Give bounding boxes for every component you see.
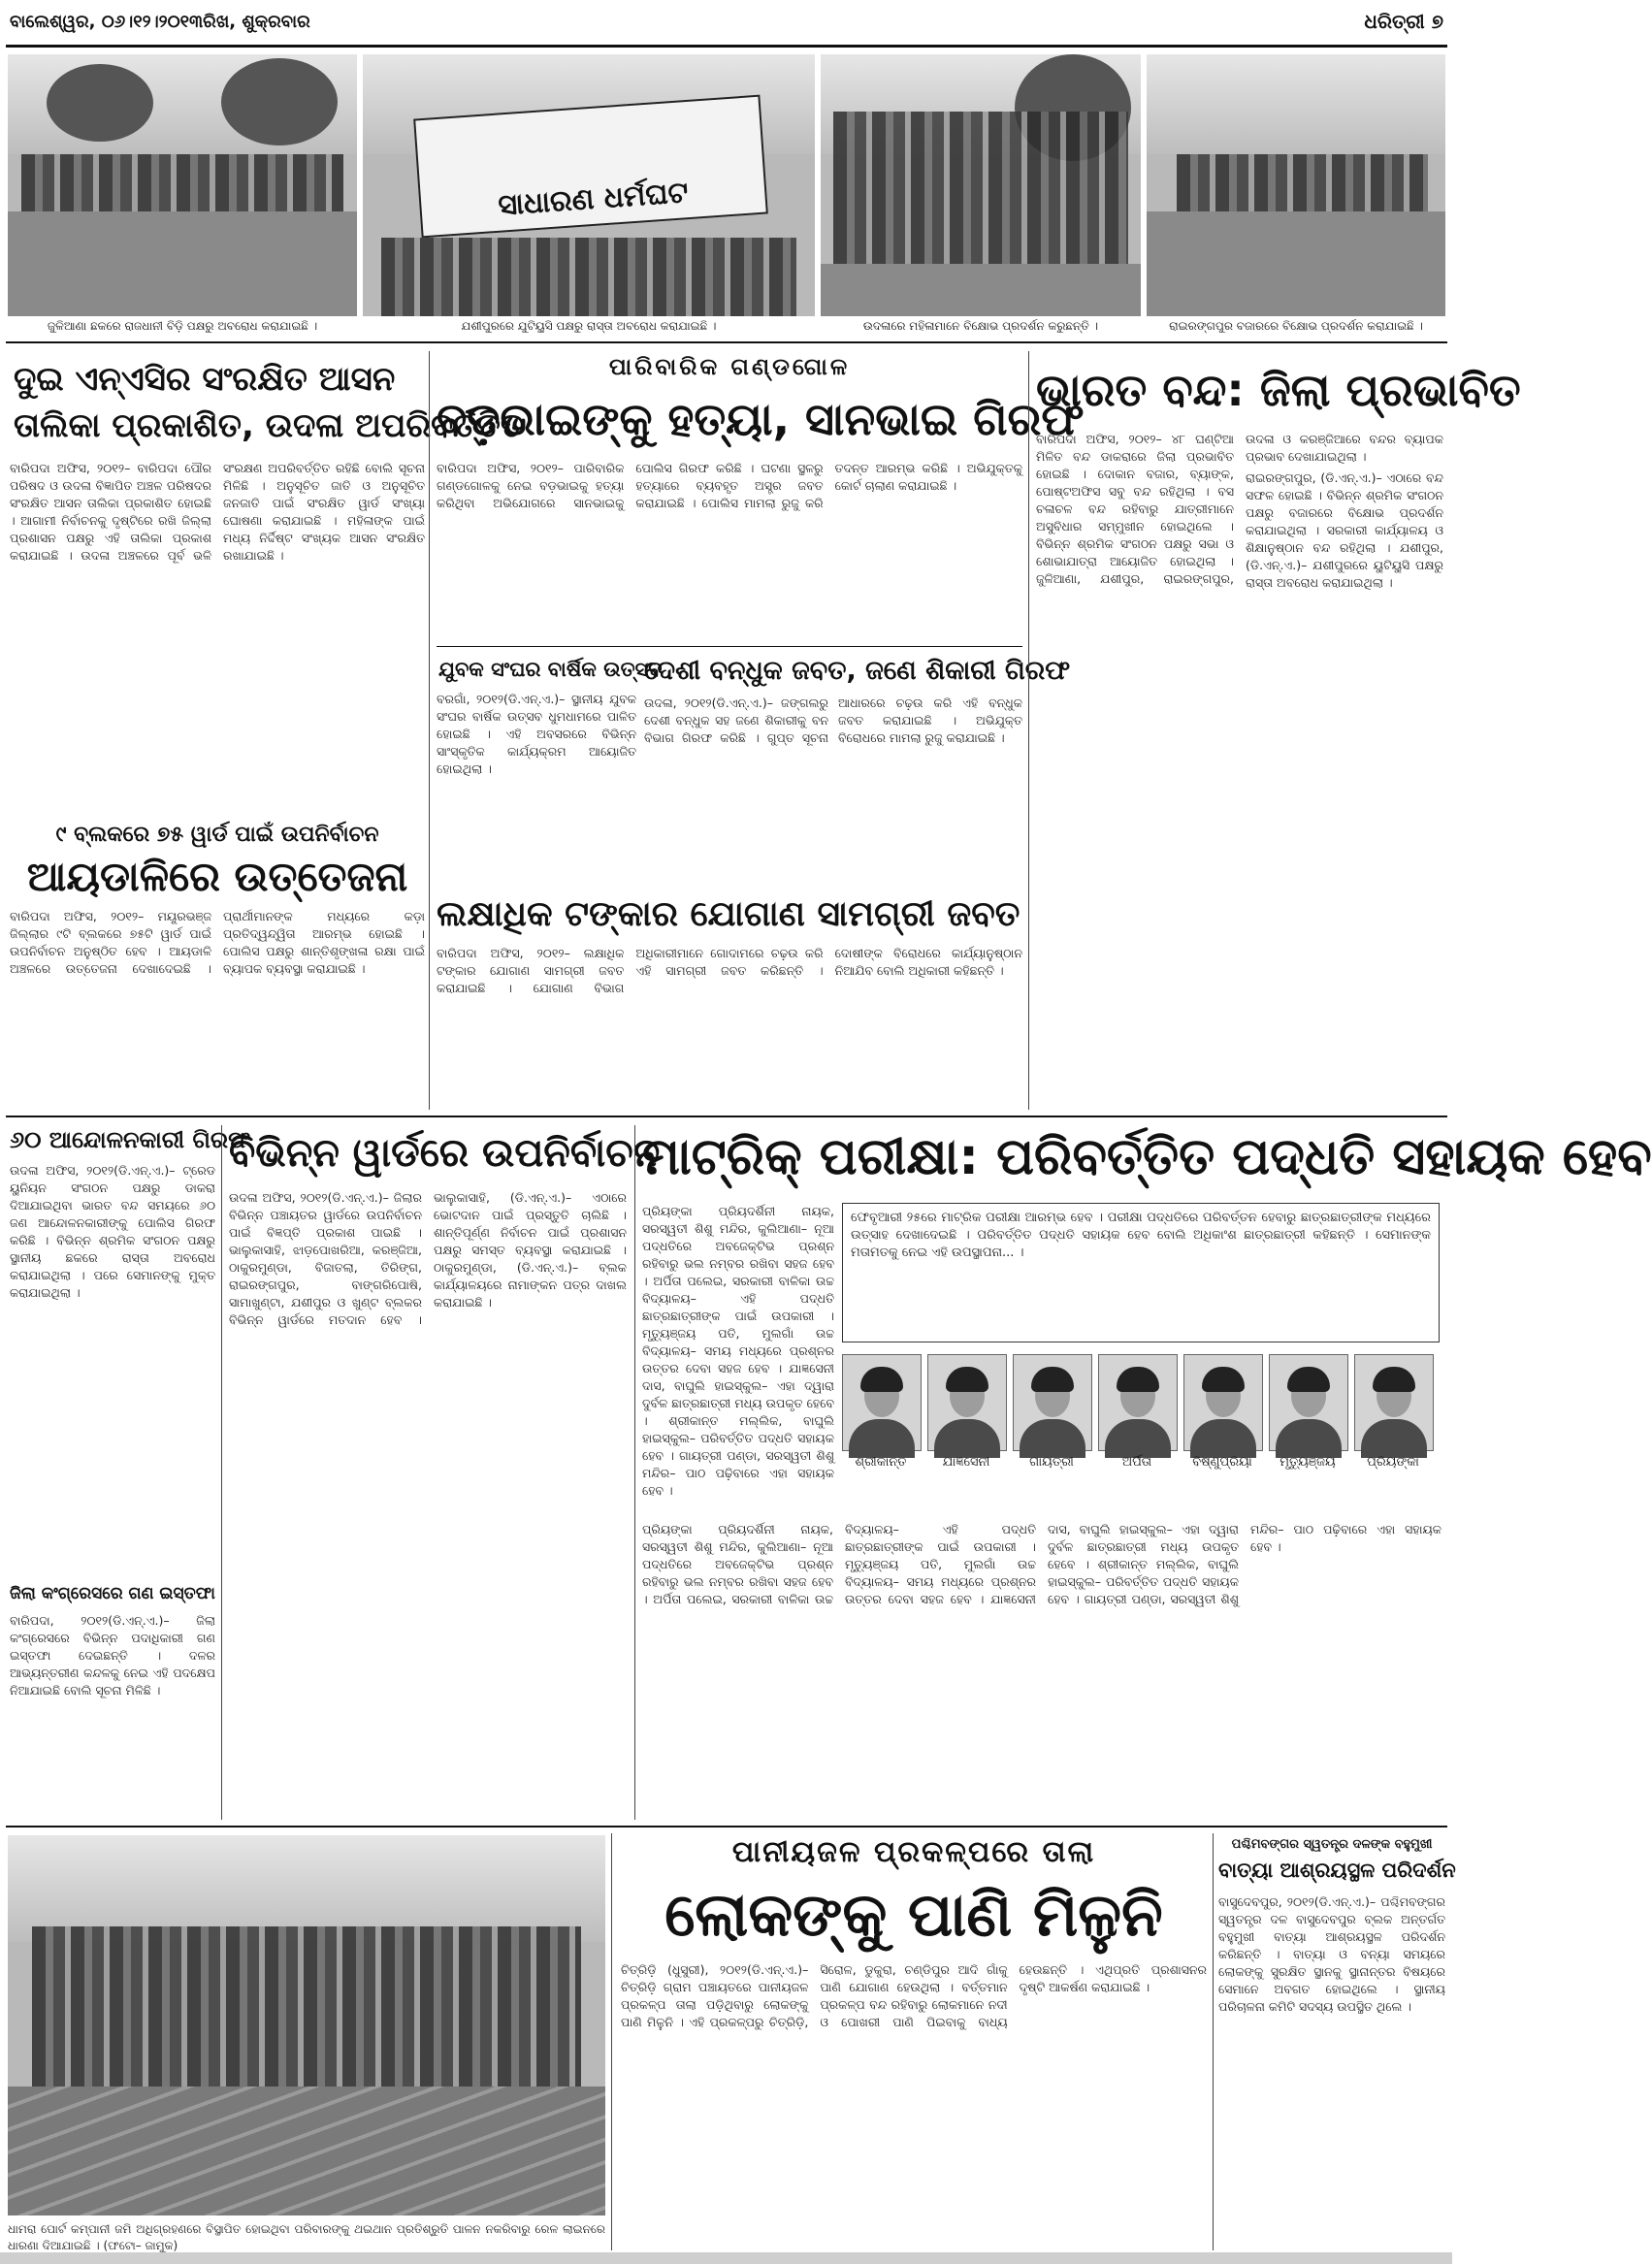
divider: [6, 1826, 1447, 1827]
article-intro-matric: ଫେବୃଆରୀ ୨୫ରେ ମାଟ୍ରିକ ପରୀକ୍ଷା ଆରମ୍ଭ ହେବ । ପରୀକ୍ଷା ପଦ୍ଧତିରେ ପରିବର୍ତ୍ତନ ହେବାରୁ ଛାତ୍ରଛାତ୍ରୀଙ୍କ ମଧ୍ୟରେ ଉତ୍ସାହ ଦେଖାଦେଇଛି । ପରିବର୍ତ୍ତିତ ପଦ୍ଧତି ସହାୟକ ହେବ ବୋଲି ଅଧିକାଂଶ ଛାତ୍ରଛାତ୍ରୀ କହିଛନ୍ତି । ସେମାନଙ୍କ ମତାମତକୁ ନେଇ ଏହି ଉପସ୍ଥାପନା... ।: [842, 1203, 1440, 1342]
photo-rairangpur-protest: [1147, 54, 1445, 316]
student-photo: [1269, 1354, 1348, 1451]
student-name: ଯାଜ୍ଞସେନୀ: [942, 1455, 990, 1470]
student-name: ଶ୍ରୀକାନ୍ତ: [855, 1455, 907, 1470]
article-body-wb: ବାସୁଦେବପୁର, ୨୦୧୨(ଡି.ଏନ୍.ଏ.)– ପଶ୍ଚିମବଙ୍ଗର ସ୍ୱତନ୍ତ୍ର ଦଳ ବାସୁଦେବପୁର ବ୍ଲକ ଅନ୍ତର୍ଗତ ବହୁମୁଖୀ ବାତ୍ୟା ଆଶ୍ରୟସ୍ଥଳ ପରିଦର୍ଶନ କରିଛନ୍ତି । ବାତ୍ୟା ଓ ବନ୍ୟା ସମୟରେ ଲୋକଙ୍କୁ ସୁରକ୍ଷିତ ସ୍ଥାନକୁ ସ୍ଥାନାନ୍ତର ବିଷୟରେ ସେମାନେ ଅବଗତ ହୋଇଥିଲେ । ସ୍ଥାନୀୟ ପରିଚାଳନା କମିଟି ସଦସ୍ୟ ଉପସ୍ଥିତ ଥିଲେ ।: [1218, 1894, 1445, 2014]
column-divider: [221, 1125, 222, 1820]
photo-udala-women: [821, 54, 1141, 316]
photo-utuc-banner: [363, 54, 815, 316]
column-divider: [611, 1833, 612, 2250]
masthead: [6, 4, 1447, 48]
student-name: ପ୍ରିୟଙ୍କା: [1367, 1455, 1419, 1470]
photo-rail-protest: [8, 1835, 605, 2215]
headline-nac-line2: ତାଲିକା ପ୍ରକାଶିତ, ଉଦଳା ଅପରିବର୍ତ୍ତିତ: [14, 406, 525, 445]
headline-matric: ମାଟ୍ରିକ୍ ପରୀକ୍ଷା: ପରିବର୍ତ୍ତିତ ପଦ୍ଧତି ସହାୟକ ହେବ: [642, 1128, 1652, 1186]
article-body-bandh: ବାରିପଦା ଅଫିସ, ୨୦୧୨– ୪୮ ଘଣ୍ଟିଆ ମିଳିତ ବନ୍ଦ ଡାକରାରେ ଜିଲା ପ୍ରଭାବିତ ହୋଇଛି । ଦୋକାନ ବଜାର, ବ୍ୟାଙ୍କ, ପୋଷ୍ଟଅଫିସ ସବୁ ବନ୍ଦ ରହିଥିଲା । ବସ ଚଳାଚଳ ବନ୍ଦ ରହିବାରୁ ଯାତ୍ରୀମାନେ ଅସୁବିଧାର ସମ୍ମୁଖୀନ ହୋଇଥିଲେ । ବିଭିନ୍ନ ଶ୍ରମିକ ସଂଗଠନ ପକ୍ଷରୁ ସଭା ଓ ଶୋଭାଯାତ୍ରା ଆୟୋଜିତ ହୋଇଥିଲା । ଜୁଳିଆଣା, ଯଶୀପୁର, ରାଇରଙ୍ଗପୁର, ଉଦଳା ଓ କରଞ୍ଜିଆରେ ବନ୍ଦର ବ୍ୟାପକ ପ୍ରଭାବ ଦେଖାଯାଇଥିଲା । ରାଇରଙ୍ଗପୁର, (ଡି.ଏନ୍.ଏ.)– ଏଠାରେ ବନ୍ଦ ସଫଳ ହୋଇଛି । ବିଭିନ୍ନ ଶ୍ରମିକ ସଂଗଠନ ପକ୍ଷରୁ ବଜାରରେ ବିକ୍ଷୋଭ ପ୍ରଦର୍ଶନ କରାଯାଇଥିଲା । ସରକାରୀ କାର୍ଯ୍ୟାଳୟ ଓ ଶିକ୍ଷାନୁଷ୍ଠାନ ବନ୍ଦ ରହିଥିଲା । ଯଶୀପୁର, (ଡି.ଏନ୍.ଏ.)– ଯଶୀପୁରରେ ୟୁଟିୟୁସି ପକ୍ଷରୁ ରାସ୍ତା ଅବରୋଧ କରାଯାଇଥିଲା ।: [1036, 432, 1443, 590]
kicker-wb: ପଶ୍ଚିମବଙ୍ଗର ସ୍ୱତନ୍ତ୍ର ଦଳଙ୍କ ବହୁମୁଖୀ: [1231, 1837, 1433, 1852]
photo-caption: ଜୁଳିଆଣା ଛକରେ ରାଜଧାନୀ ବିଡ଼ି ପକ୍ଷରୁ ଅବରୋଧ କରାଯାଇଛି ।: [47, 319, 318, 333]
headline-seize: ଲକ୍ଷାଧିକ ଟଙ୍କାର ଯୋଗାଣ ସାମଗ୍ରୀ ଜବତ: [437, 894, 1020, 934]
photo-caption: ଉଦଳାରେ ମହିଳାମାନେ ବିକ୍ଷୋଭ ପ୍ରଦର୍ଶନ କରୁଛନ୍ତି ।: [862, 319, 1099, 333]
photo-caption-rail: ଧାମରା ପୋର୍ଟ କମ୍ପାନୀ ଜମି ଅଧିଗ୍ରହଣରେ ବିସ୍ଥାପିତ ହୋଇଥିବା ପରିବାରଙ୍କୁ ଥଇଥାନ ପ୍ରତିଶ୍ରୁତି ପାଳନ ନକରିବାରୁ ରେଳ ଲାଇନରେ ଧାରଣା ଦିଆଯାଇଛି । (ଫଟୋ– ଜାମୁକ): [8, 2222, 605, 2252]
article-body-matric-cols: ପ୍ରିୟଙ୍କା ପ୍ରିୟଦର୍ଶିନୀ ନାୟକ, ସରସ୍ୱତୀ ଶିଶୁ ମନ୍ଦିର, କୁଲିଆଣା– ନୂଆ ପଦ୍ଧତିରେ ଅବଜେକ୍ଟିଭ ପ୍ରଶ୍ନ ରହିବାରୁ ଭଲ ନମ୍ବର ରଖିବା ସହଜ ହେବ । ଅର୍ପିତା ପଲେଇ, ସରକାରୀ ବାଳିକା ଉଚ୍ଚ ବିଦ୍ୟାଳୟ– ଏହି ପଦ୍ଧତି ଛାତ୍ରଛାତ୍ରୀଙ୍କ ପାଇଁ ଉପକାରୀ । ମୃତ୍ୟୁଞ୍ଜୟ ପତି, ମୁଲଗାଁ ଉଚ୍ଚ ବିଦ୍ୟାଳୟ– ସମୟ ମଧ୍ୟରେ ପ୍ରଶ୍ନର ଉତ୍ତର ଦେବା ସହଜ ହେବ । ଯାଜ୍ଞସେନୀ ଦାସ, ବାଘୁଲି ହାଇସ୍କୁଲ– ଏହା ଦ୍ୱାରା ଦୁର୍ବଳ ଛାତ୍ରଛାତ୍ରୀ ମଧ୍ୟ ଉପକୃତ ହେବେ । ଶ୍ରୀକାନ୍ତ ମଲ୍ଲିକ, ବାଘୁଲି ହାଇସ୍କୁଲ– ପରିବର୍ତ୍ତିତ ପଦ୍ଧତି ସହାୟକ ହେବ । ଗାୟତ୍ରୀ ପଣ୍ଡା, ସରସ୍ୱତୀ ଶିଶୁ ମନ୍ଦିର– ପାଠ ପଢ଼ିବାରେ ଏହା ସହାୟକ ହେବ ।: [642, 1522, 1441, 1606]
student-photo: [1013, 1354, 1092, 1451]
page-footer-bar: [0, 2252, 1452, 2264]
headline-bandh: ଭାରତ ବନ୍ଦ: ଜିଲା ପ୍ରଭାବିତ: [1036, 364, 1521, 416]
student-photo: [1354, 1354, 1434, 1451]
headline-wards: ବିଭିନ୍ନ ୱାର୍ଡରେ ଉପନିର୍ବାଚନ: [229, 1131, 661, 1176]
headline-wb: ବାତ୍ୟା ଆଶ୍ରୟସ୍ଥଳ ପରିଦର୍ଶନ: [1218, 1859, 1456, 1882]
student-name: ଗାୟତ୍ରୀ: [1029, 1455, 1074, 1470]
headline-family: ବଡ଼ଭାଇଙ୍କୁ ହତ୍ୟା, ସାନଭାଇ ଗିରଫ: [437, 393, 1085, 445]
divider: [6, 341, 1447, 343]
headline-gun: ଦେଶୀ ବନ୍ଧୁକ ଜବତ, ଜଣେ ଶିକାରୀ ଗିରଫ: [644, 656, 1071, 686]
article-body-nac: ବାରିପଦା ଅଫିସ, ୨୦୧୨– ବାରିପଦା ପୌର ପରିଷଦ ଓ ଉଦଳା ବିଜ୍ଞାପିତ ଅଞ୍ଚଳ ପରିଷଦର ସଂରକ୍ଷିତ ଆସନ ତାଲିକା ପ୍ରକାଶିତ ହୋଇଛି । ଆଗାମୀ ନିର୍ବାଚନକୁ ଦୃଷ୍ଟିରେ ରଖି ଜିଲ୍ଲା ପ୍ରଶାସନ ପକ୍ଷରୁ ଏହି ତାଲିକା ପ୍ରକାଶ କରାଯାଇଛି । ଉଦଳା ଅଞ୍ଚଳରେ ପୂର୍ବ ଭଳି ସଂରକ୍ଷଣ ଅପରିବର୍ତ୍ତିତ ରହିଛି ବୋଲି ସୂଚନା ମିଳିଛି । ଅନୁସୂଚିତ ଜାତି ଓ ଅନୁସୂଚିତ ଜନଜାତି ପାଇଁ ସଂରକ୍ଷିତ ୱାର୍ଡ ସଂଖ୍ୟା ଘୋଷଣା କରାଯାଇଛି । ମହିଳାଙ୍କ ପାଇଁ ମଧ୍ୟ ନିର୍ଦ୍ଦିଷ୍ଟ ସଂଖ୍ୟକ ଆସନ ସଂରକ୍ଷିତ ରଖାଯାଇଛି ।: [10, 461, 425, 563]
kicker-bypoll: ୯ ବ୍ଲକରେ ୭୫ ୱାର୍ଡ ପାଇଁ ଉପନିର୍ବାଚନ: [55, 823, 379, 847]
dateline: ବାଲେଶ୍ୱର, ୦୬।୧୨।୨୦୧୩ରିଖ, ଶୁକ୍ରବାର: [10, 12, 310, 32]
column-divider: [1213, 1833, 1214, 2250]
headline-nac-line1: ଦୁଇ ଏନ୍‌ଏସିର ସଂରକ୍ଷିତ ଆସନ: [14, 360, 396, 399]
article-body-water: ଚିତ୍ରିଡ଼ି (ଧୁସୁରୀ), ୨୦୧୨(ଡି.ଏନ୍.ଏ.)– ଚିତ୍ରିଡ଼ି ଗ୍ରାମ ପଞ୍ଚାୟତରେ ପାନୀୟଜଳ ପ୍ରକଳ୍ପ ତାଲା ପଡ଼ିଥିବାରୁ ଲୋକଙ୍କୁ ପାଣି ମିଳୁନି । ଏହି ପ୍ରକଳ୍ପରୁ ଚିତ୍ରିଡ଼ି, ସିରୋଳ, ଡୁକୁରା, ଚଣ୍ଡିପୁର ଆଦି ଗାଁକୁ ପାଣି ଯୋଗାଣ ହେଉଥିଲା । ବର୍ତ୍ତମାନ ପ୍ରକଳ୍ପ ବନ୍ଦ ରହିବାରୁ ଲୋକମାନେ ନଦୀ ଓ ପୋଖରୀ ପାଣି ପିଇବାକୁ ବାଧ୍ୟ ହେଉଛନ୍ତି । ଏଥିପ୍ରତି ପ୍ରଶାସନର ଦୃଷ୍ଟି ଆକର୍ଷଣ କରାଯାଇଛି ।: [621, 1962, 1207, 2029]
photo-caption: ରାଇରଙ୍ଗପୁର ବଜାରରେ ବିକ୍ଷୋଭ ପ୍ରଦର୍ଶନ କରାଯାଇଛି ।: [1169, 319, 1423, 333]
column-divider: [429, 351, 430, 1110]
kicker-water: ପାନୀୟଜଳ ପ୍ରକଳ୍ପରେ ତାଲା: [731, 1835, 1096, 1869]
article-body-family: ବାରିପଦା ଅଫିସ, ୨୦୧୨– ପାରିବାରିକ ଗଣ୍ଡଗୋଳକୁ ନେଇ ବଡ଼ଭାଇକୁ ହତ୍ୟା କରିଥିବା ଅଭିଯୋଗରେ ସାନଭାଇକୁ ପୋଲିସ ଗିରଫ କରିଛି । ଘଟଣା ସ୍ଥଳରୁ ହତ୍ୟାରେ ବ୍ୟବହୃତ ଅସ୍ତ୍ର ଜବତ କରାଯାଇଛି । ପୋଲିସ ମାମଲା ରୁଜୁ କରି ତଦନ୍ତ ଆରମ୍ଭ କରିଛି । ଅଭିଯୁକ୍ତକୁ କୋର୍ଟ ଚାଲାଣ କରାଯାଇଛି ।: [437, 461, 1022, 510]
photo-caption: ଯଶୀପୁରରେ ଯୁଟିୟୁସି ପକ୍ଷରୁ ରାସ୍ତା ଅବରୋଧ କରାଯାଇଛି ।: [461, 319, 717, 333]
headline-youth: ଯୁବକ ସଂଘର ବାର୍ଷିକ ଉତ୍ସବ: [438, 658, 663, 681]
article-body-wards: ଉଦଳା ଅଫିସ, ୨୦୧୨(ଡି.ଏନ୍.ଏ.)– ଜିଲାର ବିଭିନ୍ନ ପଞ୍ଚାୟତର ୱାର୍ଡରେ ଉପନିର୍ବାଚନ ପାଇଁ ବିଜ୍ଞପ୍ତି ପ୍ରକାଶ ପାଇଛି । ଭାଲୁକାସାହି, ଝାଡ଼ପୋଖରିଆ, କରଞ୍ଜିଆ, ଠାକୁରମୁଣ୍ଡା, ବିଜାତଲା, ତିରିଙ୍ଗ, ରାଇରଙ୍ଗପୁର, ବାଙ୍ଗରିପୋଷି, ସାମାଖୁଣ୍ଟା, ଯଶୀପୁର ଓ ଖୁଣ୍ଟ ବ୍ଲକର ବିଭିନ୍ନ ୱାର୍ଡରେ ମତଦାନ ହେବ । ଭାଲୁକାସାହି, (ଡି.ଏନ୍.ଏ.)– ଏଠାରେ ଭୋଟଦାନ ପାଇଁ ପ୍ରସ୍ତୁତି ଚାଲିଛି । ଶାନ୍ତିପୂର୍ଣ୍ଣ ନିର୍ବାଚନ ପାଇଁ ପ୍ରଶାସନ ପକ୍ଷରୁ ସମସ୍ତ ବ୍ୟବସ୍ଥା କରାଯାଇଛି । ଠାକୁରମୁଣ୍ଡା, (ଡି.ଏନ୍.ଏ.)– ବ୍ଲକ କାର୍ଯ୍ୟାଳୟରେ ନାମାଙ୍କନ ପତ୍ର ଦାଖଲ କରାଯାଇଛି ।: [229, 1190, 627, 1327]
photo-kuliana-protest: [8, 54, 357, 316]
student-name: ଅର୍ପିତା: [1121, 1455, 1152, 1470]
student-photo: [1183, 1354, 1263, 1451]
column-divider: [1028, 351, 1029, 1110]
article-body-gun: ଉଦଳା, ୨୦୧୨(ଡି.ଏନ୍.ଏ.)– ଜଙ୍ଗଲରୁ ଦେଶୀ ବନ୍ଧୁକ ସହ ଜଣେ ଶିକାରୀକୁ ବନ ବିଭାଗ ଗିରଫ କରିଛି । ଗୁପ୍ତ ସୂଚନା ଆଧାରରେ ଚଢ଼ଉ କରି ଏହି ବନ୍ଧୁକ ଜବତ କରାଯାଇଛି । ଅଭିଯୁକ୍ତ ବିରୋଧରେ ମାମଲା ରୁଜୁ କରାଯାଇଛି ।: [644, 695, 1022, 745]
banner-text: ସାଧାରଣ ଧର୍ମଘଟ: [497, 175, 690, 223]
headline-congress: ଜିଲା କଂଗ୍ରେସରେ ଗଣ ଇସ୍ତଫା: [10, 1584, 215, 1603]
student-photo: [842, 1354, 922, 1451]
divider: [437, 646, 1022, 647]
column-divider: [634, 1125, 635, 1820]
headline-water: ଲୋକଙ୍କୁ ପାଣି ମିଳୁନି: [664, 1879, 1163, 1950]
page-number: ଧରିତ୍ରୀ ୭: [1364, 10, 1443, 33]
article-body-arrest60: ଉଦଳା ଅଫିସ, ୨୦୧୨(ଡି.ଏନ୍.ଏ.)– ଟ୍ରେଡ ୟୁନିୟନ ସଂଗଠନ ପକ୍ଷରୁ ଡାକରା ଦିଆଯାଇଥିବା ଭାରତ ବନ୍ଦ ସମୟରେ ୬୦ ଜଣ ଆନ୍ଦୋଳନକାରୀଙ୍କୁ ପୋଲିସ ଗିରଫ କରିଛି । ବିଭିନ୍ନ ଶ୍ରମିକ ସଂଗଠନ ପକ୍ଷରୁ ସ୍ଥାନୀୟ ଛକରେ ରାସ୍ତା ଅବରୋଧ କରାଯାଇଥିଲା । ପରେ ସେମାନଙ୍କୁ ମୁକ୍ତ କରାଯାଇଥିଲା ।: [10, 1163, 215, 1300]
kicker-family: ପାରିବାରିକ ଗଣ୍ଡଗୋଳ: [608, 353, 851, 380]
article-body-congress: ବାରିପଦା, ୨୦୧୨(ଡି.ଏନ୍.ଏ.)– ଜିଲା କଂଗ୍ରେସରେ ବିଭିନ୍ନ ପଦାଧିକାରୀ ଗଣ ଇସ୍ତଫା ଦେଇଛନ୍ତି । ଦଳର ଆଭ୍ୟନ୍ତରୀଣ କନ୍ଦଳକୁ ନେଇ ଏହି ପଦକ୍ଷେପ ନିଆଯାଇଛି ବୋଲି ସୂଚନା ମିଳିଛି ।: [10, 1613, 215, 1698]
student-name: ବିଷ୍ଣୁପ୍ରିୟା: [1192, 1455, 1252, 1470]
student-photo: [1098, 1354, 1178, 1451]
headline-arrest60: ୬୦ ଆନ୍ଦୋଳନକାରୀ ଗିରଫ: [10, 1126, 251, 1153]
student-name: ମୃତ୍ୟୁଞ୍ଜୟ: [1279, 1455, 1336, 1470]
article-body-seize: ବାରିପଦା ଅଫିସ, ୨୦୧୨– ଲକ୍ଷାଧିକ ଟଙ୍କାର ଯୋଗାଣ ସାମଗ୍ରୀ ଜବତ କରାଯାଇଛି । ଯୋଗାଣ ବିଭାଗ ଅଧିକାରୀମାନେ ଗୋଦାମରେ ଚଢ଼ଉ କରି ଏହି ସାମଗ୍ରୀ ଜବତ କରିଛନ୍ତି । ଦୋଷୀଙ୍କ ବିରୋଧରେ କାର୍ଯ୍ୟାନୁଷ୍ଠାନ ନିଆଯିବ ବୋଲି ଅଧିକାରୀ କହିଛନ୍ତି ।: [437, 946, 1022, 995]
article-body-matric-col1: ପ୍ରିୟଙ୍କା ପ୍ରିୟଦର୍ଶିନୀ ନାୟକ, ସରସ୍ୱତୀ ଶିଶୁ ମନ୍ଦିର, କୁଲିଆଣା– ନୂଆ ପଦ୍ଧତିରେ ଅବଜେକ୍ଟିଭ ପ୍ରଶ୍ନ ରହିବାରୁ ଭଲ ନମ୍ବର ରଖିବା ସହଜ ହେବ । ଅର୍ପିତା ପଲେଇ, ସରକାରୀ ବାଳିକା ଉଚ୍ଚ ବିଦ୍ୟାଳୟ– ଏହି ପଦ୍ଧତି ଛାତ୍ରଛାତ୍ରୀଙ୍କ ପାଇଁ ଉପକାରୀ । ମୃତ୍ୟୁଞ୍ଜୟ ପତି, ମୁଲଗାଁ ଉଚ୍ଚ ବିଦ୍ୟାଳୟ– ସମୟ ମଧ୍ୟରେ ପ୍ରଶ୍ନର ଉତ୍ତର ଦେବା ସହଜ ହେବ । ଯାଜ୍ଞସେନୀ ଦାସ, ବାଘୁଲି ହାଇସ୍କୁଲ– ଏହା ଦ୍ୱାରା ଦୁର୍ବଳ ଛାତ୍ରଛାତ୍ରୀ ମଧ୍ୟ ଉପକୃତ ହେବେ । ଶ୍ରୀକାନ୍ତ ମଲ୍ଲିକ, ବାଘୁଲି ହାଇସ୍କୁଲ– ପରିବର୍ତ୍ତିତ ପଦ୍ଧତି ସହାୟକ ହେବ । ଗାୟତ୍ରୀ ପଣ୍ଡା, ସରସ୍ୱତୀ ଶିଶୁ ମନ୍ଦିର– ପାଠ ପଢ଼ିବାରେ ଏହା ସହାୟକ ହେବ ।: [642, 1204, 834, 1498]
headline-bypoll: ଆୟଡାଳିରେ ଉତ୍ତେଜନା: [26, 853, 408, 900]
student-photo: [927, 1354, 1007, 1451]
divider: [6, 1116, 1447, 1117]
article-body-youth: ବରଗାଁ, ୨୦୧୨(ଡି.ଏନ୍.ଏ.)– ସ୍ଥାନୀୟ ଯୁବକ ସଂଘର ବାର୍ଷିକ ଉତ୍ସବ ଧୁମଧାମରେ ପାଳିତ ହୋଇଛି । ଏହି ଅବସରରେ ବିଭିନ୍ନ ସାଂସ୍କୃତିକ କାର୍ଯ୍ୟକ୍ରମ ଆୟୋଜିତ ହୋଇଥିଲା ।: [437, 692, 636, 776]
article-body-bypoll: ବାରିପଦା ଅଫିସ, ୨୦୧୨– ମୟୂରଭଞ୍ଜ ଜିଲ୍ଲାର ୯ଟି ବ୍ଲକରେ ୭୫ଟି ୱାର୍ଡ ପାଇଁ ଉପନିର୍ବାଚନ ଅନୁଷ୍ଠିତ ହେବ । ଆୟଡାଳି ଅଞ୍ଚଳରେ ଉତ୍ତେଜନା ଦେଖାଦେଇଛି । ପ୍ରାର୍ଥୀମାନଙ୍କ ମଧ୍ୟରେ କଡ଼ା ପ୍ରତିଦ୍ୱନ୍ଦ୍ୱିତା ଆରମ୍ଭ ହୋଇଛି । ପୋଲିସ ପକ୍ଷରୁ ଶାନ୍ତିଶୃଙ୍ଖଳା ରକ୍ଷା ପାଇଁ ବ୍ୟାପକ ବ୍ୟବସ୍ଥା କରାଯାଇଛି ।: [10, 909, 425, 976]
